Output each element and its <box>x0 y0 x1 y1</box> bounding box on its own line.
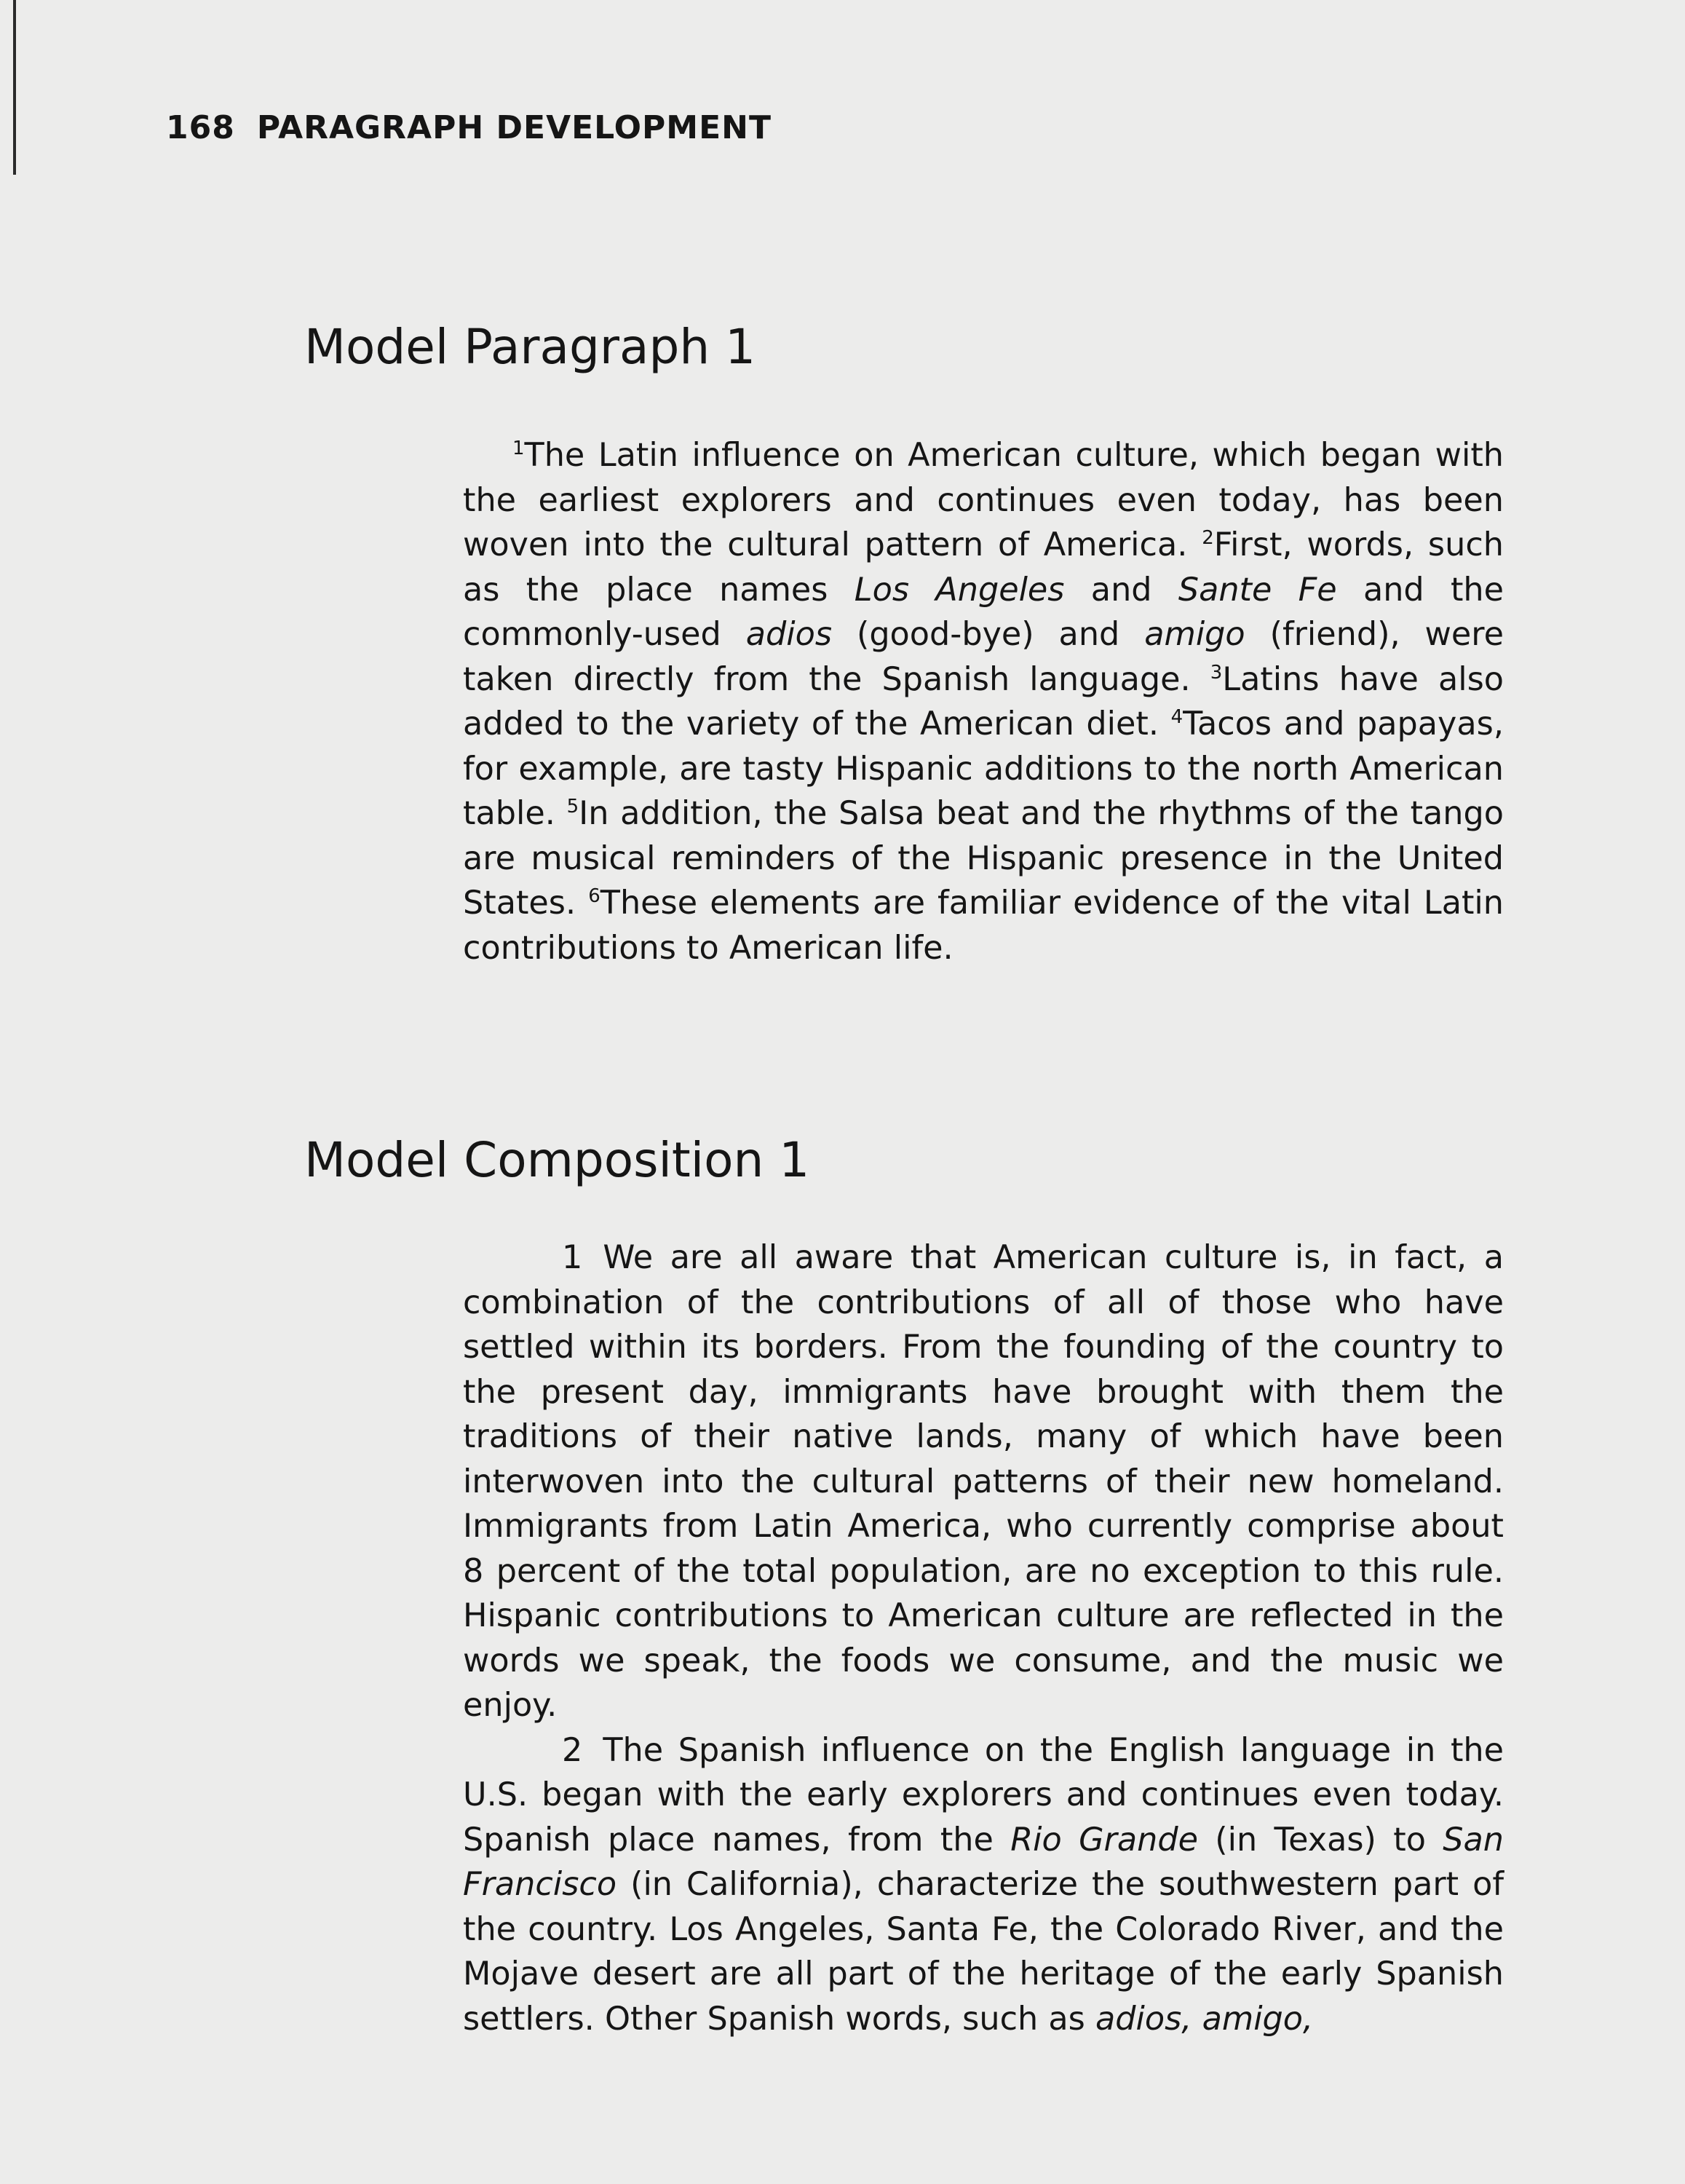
sentence-text: These elements are familiar evidence of the vital Latin contributions to American life. <box>463 885 1504 967</box>
model-paragraph-text <box>463 433 1504 970</box>
sentence-text: The Latin influence on American culture, which began with the earliest explorers and continues even today, has been woven into the cultural pattern of America. <box>463 437 1504 563</box>
sentence-text: In addition, the Salsa beat and the rhythms of the tango are musical reminders of the Hispanic presence in the United States. <box>463 795 1504 922</box>
paragraph-text: (in Texas) to <box>1197 1821 1443 1859</box>
model-paragraph-title: Model Paragraph 1 <box>304 319 756 375</box>
italic-term: adios <box>745 616 833 653</box>
sentence-text: and <box>1064 571 1178 609</box>
italic-term: Los Angeles <box>854 571 1065 609</box>
italic-term: Rio Grande <box>1010 1821 1198 1859</box>
running-head <box>166 109 772 146</box>
sentence-number: 5 <box>566 796 579 818</box>
model-paragraph-body <box>463 433 1504 970</box>
composition-paragraph <box>463 1728 1504 2042</box>
sentence-text: (friend), were taken directly from the Spanish language. <box>463 616 1504 698</box>
paragraph-number: 2 <box>562 1731 583 1769</box>
paragraph-text: We are all aware that American culture is, in fact, a combination of the contributions of all of those who have settled within its borders. From the founding of the country to the present day, immigrants have brought with them the traditions of their native lands, many of which have been interwoven into the cultural patterns of their new homeland. Immigrants from Latin America, who currently comprise about 8 percent of the total population, are no exception to this rule. Hispanic contributions to American culture are reflected in the words we speak, the foods we consume, and the music we enjoy. <box>463 1239 1504 1724</box>
sentence-text: Latins have also added to the variety of the American diet. <box>463 660 1504 743</box>
page-number: 168 <box>166 109 235 146</box>
model-composition-body <box>463 1235 1504 2041</box>
sentence-text: (good-bye) and <box>832 616 1145 653</box>
page-edge-line <box>13 0 16 175</box>
italic-term: Sante Fe <box>1178 571 1337 609</box>
sentence-text: and the commonly-used <box>463 571 1504 653</box>
sentence-text: Tacos and papayas, for example, are tasty Hispanic additions to the north American table. <box>463 705 1504 832</box>
sentence-number: 1 <box>512 438 525 459</box>
paragraph-text: (in California), characterize the southwestern part of the country. Los Angeles, Santa Fe, the Colorado River, and the Mojave desert are all part of the heritage of the early Spanish settlers. Other Spanish words, such as <box>463 1866 1504 2038</box>
sentence-number: 3 <box>1210 661 1223 684</box>
italic-term: amigo <box>1144 616 1245 653</box>
paragraph-text: The Spanish influence on the English language in the U.S. began with the early explorers and continues even today. Spanish place names, from the <box>463 1731 1504 1859</box>
composition-paragraph <box>463 1235 1504 1728</box>
italic-term: adios, amigo, <box>1095 2000 1314 2038</box>
sentence <box>463 885 1504 967</box>
sentence-text: First, words, such as the place names <box>463 526 1504 609</box>
sentence-number: 4 <box>1170 706 1184 728</box>
paragraph-number: 1 <box>562 1239 583 1276</box>
running-title: PARAGRAPH DEVELOPMENT <box>256 109 772 146</box>
sentence-number: 6 <box>588 885 600 907</box>
model-composition-title: Model Composition 1 <box>304 1132 810 1188</box>
italic-term: San Francisco <box>463 1821 1504 1903</box>
sentence-number: 2 <box>1202 527 1214 549</box>
